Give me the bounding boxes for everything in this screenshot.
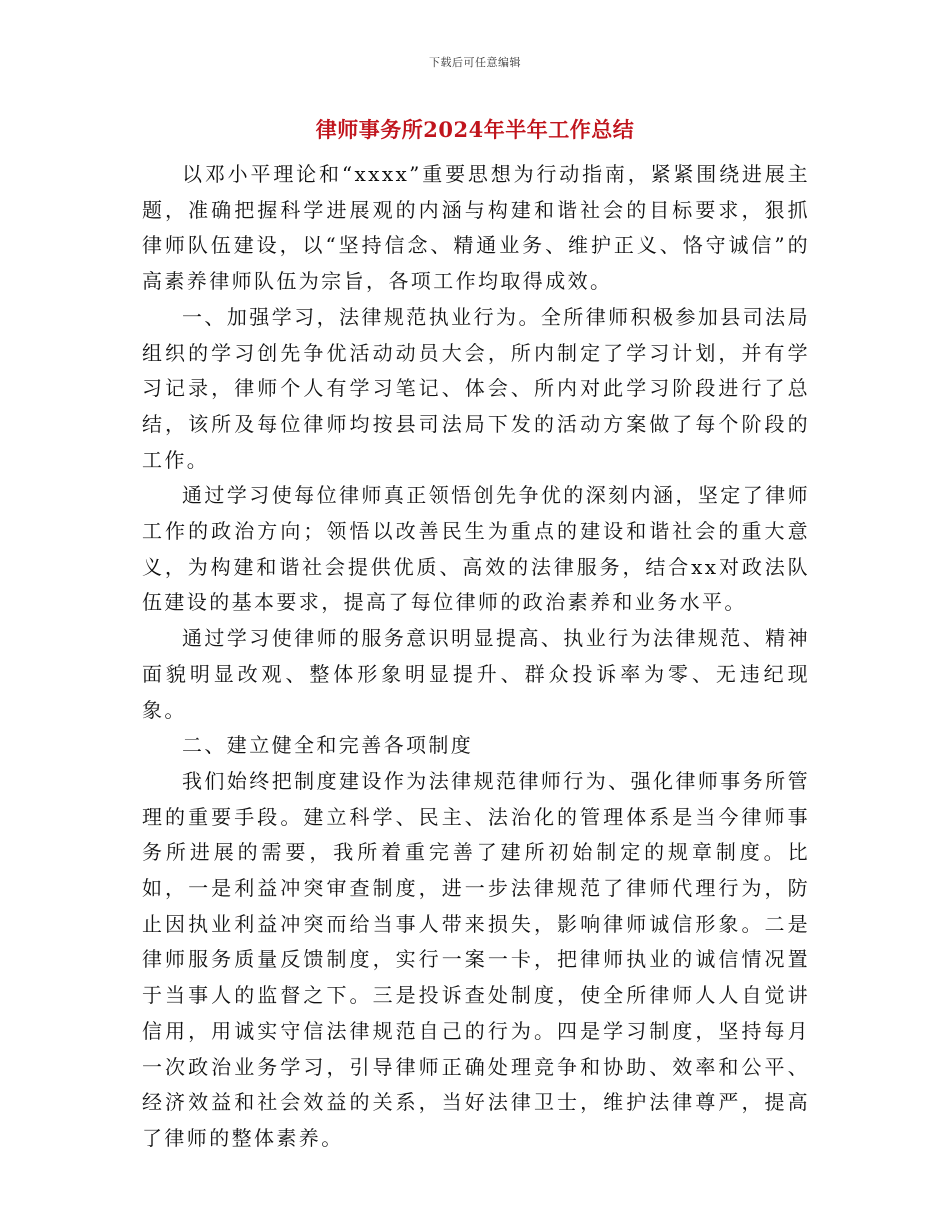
paragraph-intro: 以邓小平理论和“xxxx”重要思想为行动指南，紧紧围绕进展主题，准确把握科学进展观的内涵与构建和谐社会的目标要求，狠抓律师队伍建设，以“坚持信念、精通业务、维护正义、恪守诚信”的高素养律师队伍为宗旨，各项工作均取得成效。 [142,162,810,294]
section-heading-two: 二、建立健全和完善各项制度 [182,733,474,758]
header-note: 下载后可任意编辑 [429,56,521,69]
paragraph-systems: 我们始终把制度建设作为法律规范律师行为、强化律师事务所管理的重要手段。建立科学、民主、法治化的管理体系是当今律师事务所进展的需要，我所着重完善了建所初始制定的规章制度。比如，一是利益冲突审查制度，进一步法律规范了律师代理行为，防止因执业利益冲突而给当事人带来损失，影响律师诚信形象。二是律师服务质量反馈制度，实行一案一卡，把律师执业的诚信情况置于当事人的监督之下。三是投诉查处制度，使全所律师人人自觉讲信用，用诚实守信法律规范自己的行为。四是学习制度，坚持每月一次政治业务学习，引导律师正确处理竞争和协助、效率和公平、经济效益和社会效益的关系，当好法律卫士，维护法律尊严，提高了律师的整体素养。 [142,768,810,1150]
paragraph-section-one: 一、加强学习，法律规范执业行为。全所律师积极参加县司法局组织的学习创先争优活动动员大会，所内制定了学习计划，并有学习记录，律师个人有学习笔记、体会、所内对此学习阶段进行了总结，该所及每位律师均按县司法局下发的活动方案做了每个阶段的工作。 [142,304,810,472]
paragraph-service-awareness: 通过学习使律师的服务意识明显提高、执业行为法律规范、精神面貌明显改观、整体形象明显提升、群众投诉率为零、无违纪现象。 [142,626,810,722]
document-title: 律师事务所2024年半年工作总结 [315,117,635,142]
document-body [142,157,810,1157]
paragraph-study-outcome: 通过学习使每位律师真正领悟创先争优的深刻内涵，坚定了律师工作的政治方向；领悟以改善民生为重点的建设和谐社会的重大意义，为构建和谐社会提供优质、高效的法律服务，结合xx对政法队伍建设的基本要求，提高了每位律师的政治素养和业务水平。 [142,483,810,615]
